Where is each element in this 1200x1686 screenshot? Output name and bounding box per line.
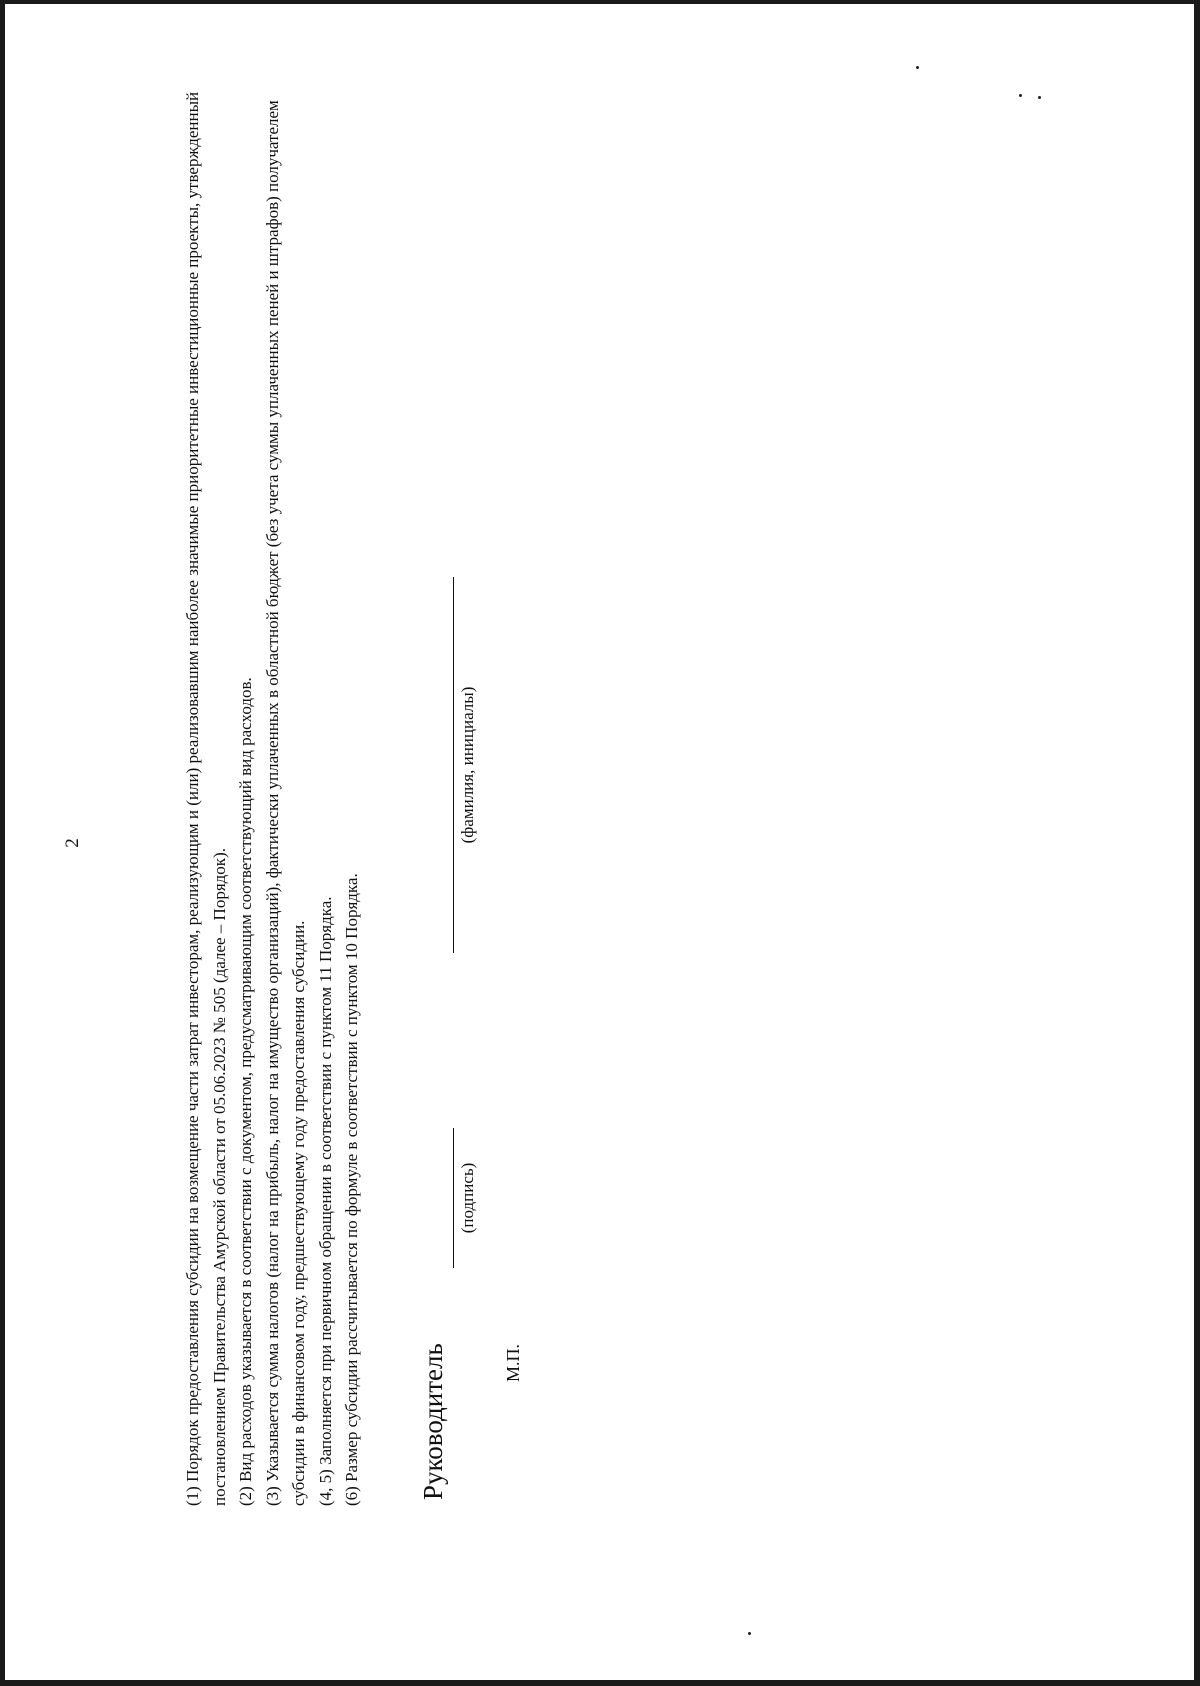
footnotes-list (180, 76, 366, 1506)
page-number: 2 (62, 838, 83, 848)
name-caption: (фамилия, инициалы) (458, 686, 477, 844)
seal-placeholder: М.П. (503, 1343, 523, 1382)
footnote-6: (6) Размер субсидии рассчитывается по формуле в соответствии с пунктом 10 Порядка. (342, 873, 361, 1506)
footnote-2: (2) Вид расходов указывается в соответствии с документом, предусматривающим соответствующий вид расходов. (236, 677, 255, 1506)
signature-line (453, 1128, 454, 1268)
signer-title: Руководитель (418, 1343, 448, 1500)
footnote-1: (1) Порядок предоставления субсидии на возмещение части затрат инвесторам, реализующим и (или) реализовавшим наиболее значимые приоритетные инвестиционные проекты, утвержденный постановлением Правительства Амурской области от 05.06.2023 № 505 (далее – Порядок). (183, 91, 229, 1506)
footnote-3: (3) Указывается сумма налогов (налог на прибыль, налог на имущество организаций), фактически уплаченных в областной бюджет (без учета суммы уплаченных пеней и штрафов) получателем субсидии в финансовом году, предшествующему году предоставления субсидии. (262, 100, 308, 1506)
footnote-4-5: (4, 5) Заполняется при первичном обращении в соответствии с пунктом 11 Порядка. (315, 896, 335, 1506)
name-line (453, 577, 454, 953)
signature-caption: (подпись) (458, 1162, 477, 1234)
